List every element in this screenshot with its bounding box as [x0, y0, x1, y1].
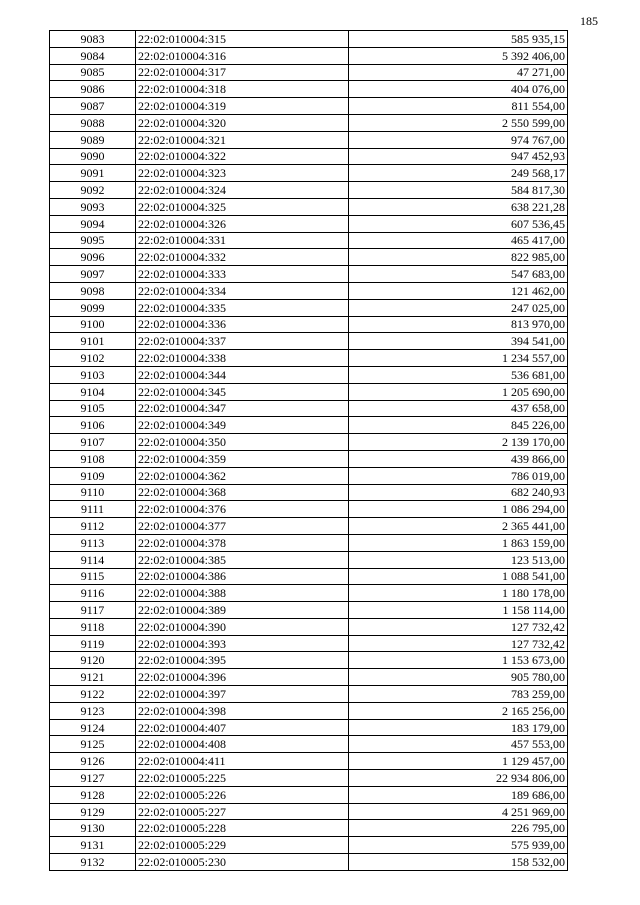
cadastral-number-cell: 22:02:010004:319 [136, 98, 349, 115]
value-cell: 783 259,00 [349, 686, 568, 703]
table-row [50, 316, 568, 333]
cadastral-number-cell: 22:02:010004:362 [136, 467, 349, 484]
cadastral-number-cell: 22:02:010004:326 [136, 215, 349, 232]
row-number-cell: 9112 [50, 518, 136, 535]
cadastral-number-cell: 22:02:010005:225 [136, 770, 349, 787]
row-number-cell: 9124 [50, 719, 136, 736]
value-cell: 1 153 673,00 [349, 652, 568, 669]
table-row [50, 400, 568, 417]
row-number-cell: 9099 [50, 299, 136, 316]
value-cell: 437 658,00 [349, 400, 568, 417]
value-cell: 1 129 457,00 [349, 753, 568, 770]
table-row [50, 148, 568, 165]
cadastral-number-cell: 22:02:010004:349 [136, 417, 349, 434]
table-row [50, 64, 568, 81]
row-number-cell: 9086 [50, 81, 136, 98]
cadastral-number-cell: 22:02:010004:347 [136, 400, 349, 417]
cadastral-number-cell: 22:02:010004:332 [136, 249, 349, 266]
value-cell: 247 025,00 [349, 299, 568, 316]
value-cell: 1 158 114,00 [349, 602, 568, 619]
value-cell: 584 817,30 [349, 182, 568, 199]
row-number-cell: 9109 [50, 467, 136, 484]
cadastral-number-cell: 22:02:010005:227 [136, 803, 349, 820]
cadastral-number-cell: 22:02:010004:335 [136, 299, 349, 316]
cadastral-number-cell: 22:02:010004:411 [136, 753, 349, 770]
table-row [50, 686, 568, 703]
cadastral-number-cell: 22:02:010004:316 [136, 47, 349, 64]
value-cell: 536 681,00 [349, 366, 568, 383]
value-cell: 226 795,00 [349, 820, 568, 837]
table-row [50, 198, 568, 215]
value-cell: 249 568,17 [349, 165, 568, 182]
table-row [50, 484, 568, 501]
row-number-cell: 9096 [50, 249, 136, 266]
value-cell: 786 019,00 [349, 467, 568, 484]
table-row [50, 282, 568, 299]
table-row [50, 417, 568, 434]
row-number-cell: 9098 [50, 282, 136, 299]
value-cell: 585 935,15 [349, 31, 568, 48]
cadastral-number-cell: 22:02:010004:324 [136, 182, 349, 199]
value-cell: 404 076,00 [349, 81, 568, 98]
table-row [50, 215, 568, 232]
table-row [50, 719, 568, 736]
cadastral-number-cell: 22:02:010004:333 [136, 266, 349, 283]
table-row [50, 702, 568, 719]
value-cell: 1 086 294,00 [349, 501, 568, 518]
cadastral-number-cell: 22:02:010004:386 [136, 568, 349, 585]
cadastral-number-cell: 22:02:010004:345 [136, 383, 349, 400]
value-cell: 439 866,00 [349, 450, 568, 467]
table-row [50, 602, 568, 619]
cadastral-number-cell: 22:02:010004:350 [136, 434, 349, 451]
row-number-cell: 9091 [50, 165, 136, 182]
table-row [50, 299, 568, 316]
cadastral-number-cell: 22:02:010004:378 [136, 534, 349, 551]
row-number-cell: 9104 [50, 383, 136, 400]
row-number-cell: 9114 [50, 551, 136, 568]
row-number-cell: 9083 [50, 31, 136, 48]
row-number-cell: 9125 [50, 736, 136, 753]
table-row [50, 820, 568, 837]
table-row [50, 47, 568, 64]
cadastral-value-table [49, 30, 568, 871]
table-row [50, 669, 568, 686]
table-row [50, 803, 568, 820]
row-number-cell: 9119 [50, 635, 136, 652]
value-cell: 822 985,00 [349, 249, 568, 266]
cadastral-number-cell: 22:02:010004:395 [136, 652, 349, 669]
table-row [50, 534, 568, 551]
cadastral-number-cell: 22:02:010005:230 [136, 854, 349, 871]
cadastral-number-cell: 22:02:010004:393 [136, 635, 349, 652]
table-row [50, 31, 568, 48]
value-cell: 127 732,42 [349, 635, 568, 652]
value-cell: 1 205 690,00 [349, 383, 568, 400]
value-cell: 183 179,00 [349, 719, 568, 736]
table-row [50, 568, 568, 585]
cadastral-number-cell: 22:02:010004:317 [136, 64, 349, 81]
row-number-cell: 9100 [50, 316, 136, 333]
table-row [50, 383, 568, 400]
cadastral-number-cell: 22:02:010004:320 [136, 114, 349, 131]
value-cell: 638 221,28 [349, 198, 568, 215]
value-cell: 457 553,00 [349, 736, 568, 753]
row-number-cell: 9089 [50, 131, 136, 148]
row-number-cell: 9129 [50, 803, 136, 820]
value-cell: 189 686,00 [349, 786, 568, 803]
row-number-cell: 9115 [50, 568, 136, 585]
row-number-cell: 9128 [50, 786, 136, 803]
value-cell: 465 417,00 [349, 232, 568, 249]
row-number-cell: 9108 [50, 450, 136, 467]
row-number-cell: 9102 [50, 350, 136, 367]
table-row [50, 249, 568, 266]
cadastral-number-cell: 22:02:010004:376 [136, 501, 349, 518]
cadastral-number-cell: 22:02:010004:388 [136, 585, 349, 602]
row-number-cell: 9095 [50, 232, 136, 249]
row-number-cell: 9121 [50, 669, 136, 686]
table-row [50, 333, 568, 350]
value-cell: 5 392 406,00 [349, 47, 568, 64]
value-cell: 1 180 178,00 [349, 585, 568, 602]
cadastral-number-cell: 22:02:010004:321 [136, 131, 349, 148]
cadastral-number-cell: 22:02:010004:398 [136, 702, 349, 719]
table-row [50, 652, 568, 669]
table-row [50, 635, 568, 652]
value-cell: 2 139 170,00 [349, 434, 568, 451]
table-row [50, 770, 568, 787]
row-number-cell: 9101 [50, 333, 136, 350]
row-number-cell: 9085 [50, 64, 136, 81]
row-number-cell: 9107 [50, 434, 136, 451]
cadastral-number-cell: 22:02:010004:359 [136, 450, 349, 467]
table-row [50, 753, 568, 770]
table-row [50, 98, 568, 115]
cadastral-number-cell: 22:02:010004:344 [136, 366, 349, 383]
value-cell: 974 767,00 [349, 131, 568, 148]
table-row [50, 114, 568, 131]
table-row [50, 786, 568, 803]
value-cell: 947 452,93 [349, 148, 568, 165]
table-row [50, 518, 568, 535]
value-cell: 1 088 541,00 [349, 568, 568, 585]
cadastral-number-cell: 22:02:010005:226 [136, 786, 349, 803]
value-cell: 575 939,00 [349, 837, 568, 854]
value-cell: 1 234 557,00 [349, 350, 568, 367]
row-number-cell: 9090 [50, 148, 136, 165]
cadastral-number-cell: 22:02:010004:334 [136, 282, 349, 299]
cadastral-number-cell: 22:02:010004:337 [136, 333, 349, 350]
table-row [50, 837, 568, 854]
table-row [50, 434, 568, 451]
cadastral-number-cell: 22:02:010004:397 [136, 686, 349, 703]
value-cell: 547 683,00 [349, 266, 568, 283]
cadastral-number-cell: 22:02:010004:390 [136, 618, 349, 635]
value-cell: 905 780,00 [349, 669, 568, 686]
value-cell: 121 462,00 [349, 282, 568, 299]
value-cell: 813 970,00 [349, 316, 568, 333]
cadastral-number-cell: 22:02:010004:338 [136, 350, 349, 367]
row-number-cell: 9111 [50, 501, 136, 518]
cadastral-number-cell: 22:02:010004:325 [136, 198, 349, 215]
value-cell: 4 251 969,00 [349, 803, 568, 820]
row-number-cell: 9103 [50, 366, 136, 383]
cadastral-number-cell: 22:02:010005:229 [136, 837, 349, 854]
row-number-cell: 9088 [50, 114, 136, 131]
cadastral-number-cell: 22:02:010004:318 [136, 81, 349, 98]
value-cell: 158 532,00 [349, 854, 568, 871]
value-cell: 394 541,00 [349, 333, 568, 350]
cadastral-number-cell: 22:02:010005:228 [136, 820, 349, 837]
table-row [50, 131, 568, 148]
table-row [50, 350, 568, 367]
table-row [50, 854, 568, 871]
table-row [50, 736, 568, 753]
table-row [50, 366, 568, 383]
value-cell: 2 165 256,00 [349, 702, 568, 719]
table-row [50, 81, 568, 98]
row-number-cell: 9093 [50, 198, 136, 215]
row-number-cell: 9131 [50, 837, 136, 854]
cadastral-number-cell: 22:02:010004:315 [136, 31, 349, 48]
table-row [50, 585, 568, 602]
row-number-cell: 9126 [50, 753, 136, 770]
value-cell: 22 934 806,00 [349, 770, 568, 787]
row-number-cell: 9087 [50, 98, 136, 115]
cadastral-number-cell: 22:02:010004:322 [136, 148, 349, 165]
cadastral-number-cell: 22:02:010004:407 [136, 719, 349, 736]
value-cell: 2 365 441,00 [349, 518, 568, 535]
value-cell: 47 271,00 [349, 64, 568, 81]
row-number-cell: 9120 [50, 652, 136, 669]
value-cell: 607 536,45 [349, 215, 568, 232]
value-cell: 811 554,00 [349, 98, 568, 115]
table-row [50, 266, 568, 283]
cadastral-number-cell: 22:02:010004:408 [136, 736, 349, 753]
table-row [50, 450, 568, 467]
row-number-cell: 9084 [50, 47, 136, 64]
value-cell: 127 732,42 [349, 618, 568, 635]
page-number: 185 [580, 14, 598, 28]
cadastral-number-cell: 22:02:010004:323 [136, 165, 349, 182]
row-number-cell: 9123 [50, 702, 136, 719]
cadastral-number-cell: 22:02:010004:389 [136, 602, 349, 619]
table-row [50, 232, 568, 249]
cadastral-number-cell: 22:02:010004:331 [136, 232, 349, 249]
table-row [50, 182, 568, 199]
table-row [50, 501, 568, 518]
value-cell: 123 513,00 [349, 551, 568, 568]
table-row [50, 165, 568, 182]
cadastral-number-cell: 22:02:010004:377 [136, 518, 349, 535]
cadastral-number-cell: 22:02:010004:336 [136, 316, 349, 333]
row-number-cell: 9105 [50, 400, 136, 417]
row-number-cell: 9092 [50, 182, 136, 199]
value-cell: 682 240,93 [349, 484, 568, 501]
table-row [50, 551, 568, 568]
row-number-cell: 9132 [50, 854, 136, 871]
value-cell: 1 863 159,00 [349, 534, 568, 551]
table-row [50, 618, 568, 635]
row-number-cell: 9097 [50, 266, 136, 283]
row-number-cell: 9117 [50, 602, 136, 619]
row-number-cell: 9118 [50, 618, 136, 635]
row-number-cell: 9116 [50, 585, 136, 602]
row-number-cell: 9113 [50, 534, 136, 551]
cadastral-number-cell: 22:02:010004:385 [136, 551, 349, 568]
table-row [50, 467, 568, 484]
value-cell: 845 226,00 [349, 417, 568, 434]
cadastral-number-cell: 22:02:010004:368 [136, 484, 349, 501]
row-number-cell: 9110 [50, 484, 136, 501]
row-number-cell: 9130 [50, 820, 136, 837]
row-number-cell: 9094 [50, 215, 136, 232]
row-number-cell: 9122 [50, 686, 136, 703]
cadastral-number-cell: 22:02:010004:396 [136, 669, 349, 686]
table-body [50, 31, 568, 871]
row-number-cell: 9127 [50, 770, 136, 787]
row-number-cell: 9106 [50, 417, 136, 434]
value-cell: 2 550 599,00 [349, 114, 568, 131]
